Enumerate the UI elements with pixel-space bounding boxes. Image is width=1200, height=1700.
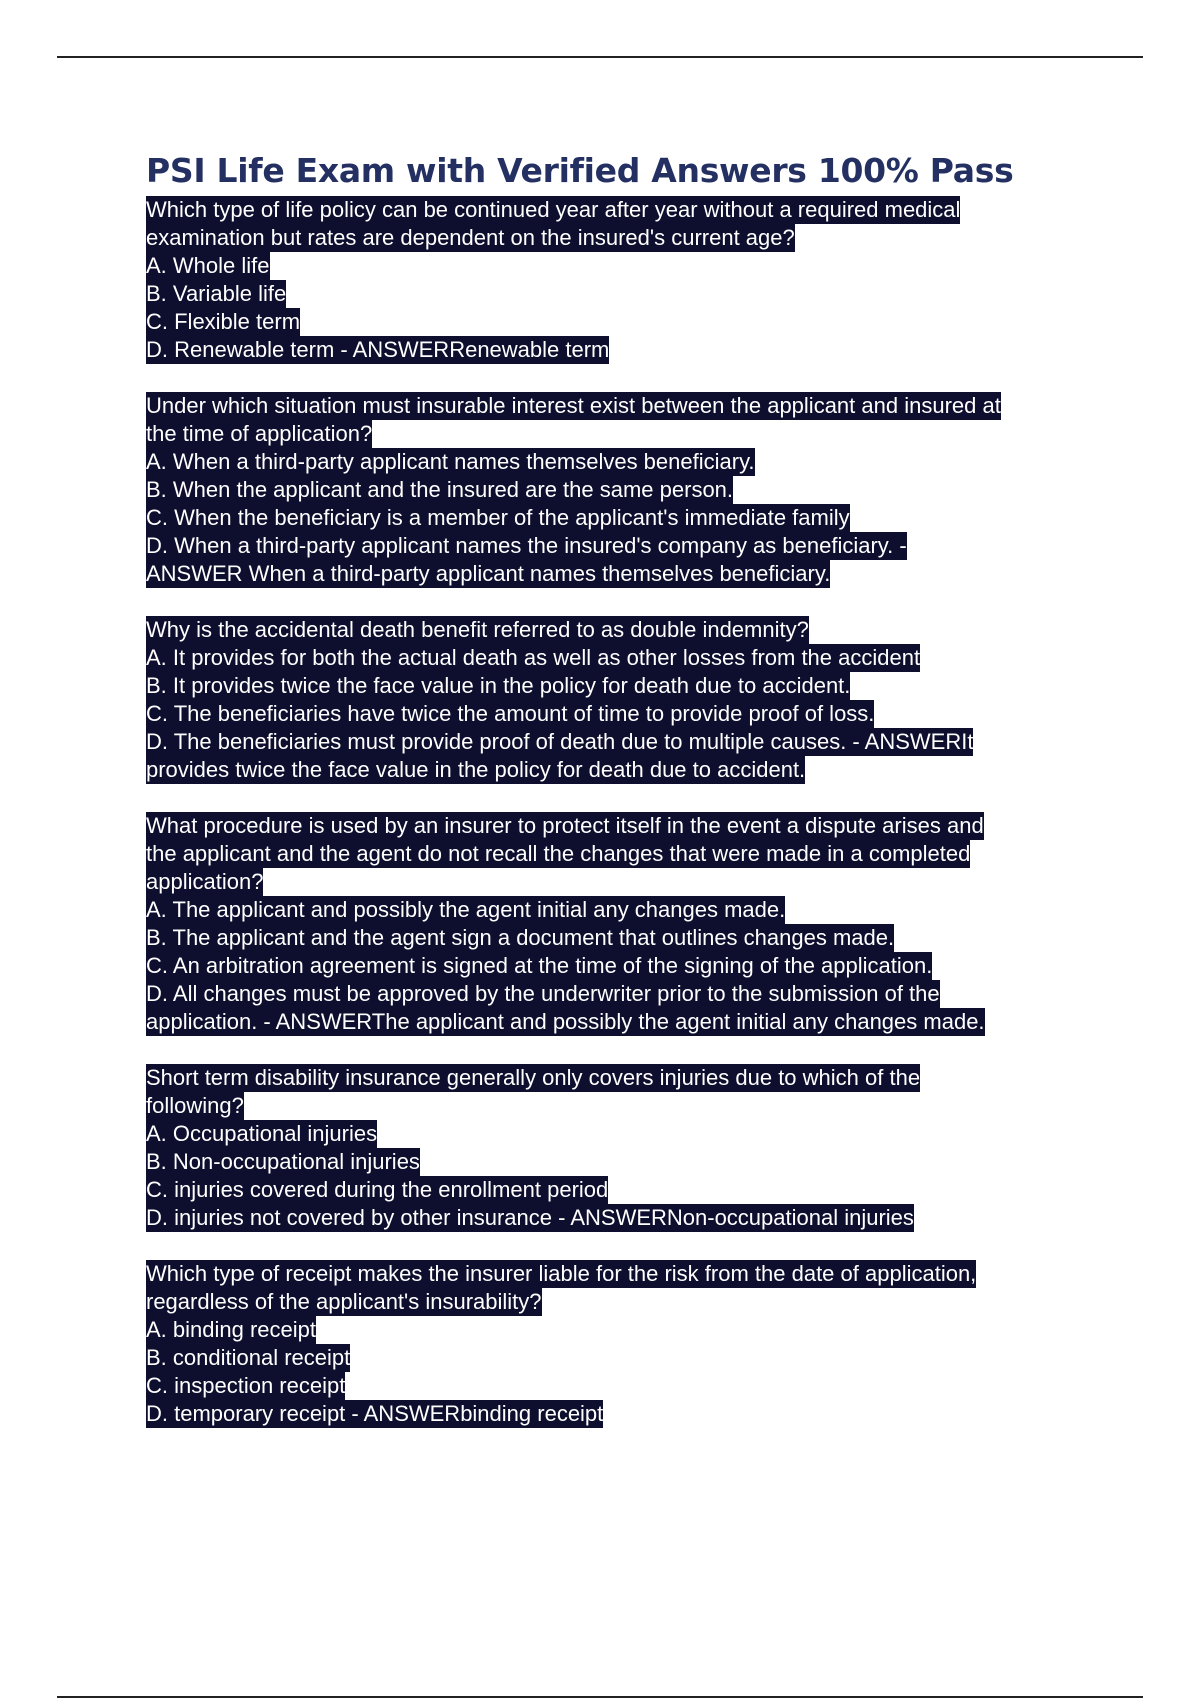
option-text: D. When a third-party applicant names the insured's company as beneficiary. - [146,533,907,558]
option-line[interactable] [146,1316,1146,1344]
answer-line[interactable] [146,336,1146,364]
option-text: C. The beneficiaries have twice the amount of time to provide proof of loss. [146,701,875,726]
question-line[interactable] [146,1288,1146,1316]
question-line[interactable] [146,868,1146,896]
question-line[interactable] [146,812,1146,840]
question-text: examination but rates are dependent on the insured's current age? [146,225,795,250]
option-line[interactable] [146,1176,1146,1204]
question-text: application? [146,869,264,894]
answer-text: ANSWER When a third-party applicant names themselves beneficiary. [146,561,831,586]
option-text: C. Flexible term [146,309,301,334]
question-block [146,196,1146,364]
option-text: B. Non-occupational injuries [146,1149,420,1174]
question-line[interactable] [146,616,1146,644]
option-text: B. The applicant and the agent sign a document that outlines changes made. [146,925,895,950]
option-line[interactable] [146,1344,1146,1372]
option-line[interactable] [146,672,1146,700]
option-text: B. It provides twice the face value in the policy for death due to accident. [146,673,851,698]
answer-line[interactable] [146,756,1146,784]
document-title: PSI Life Exam with Verified Answers 100% Pass [146,151,1014,190]
option-line[interactable] [146,476,1146,504]
question-block [146,812,1146,1036]
question-text: following? [146,1093,244,1118]
option-text: A. It provides for both the actual death as well as other losses from the accident [146,645,921,670]
question-line[interactable] [146,392,1146,420]
option-text: D. The beneficiaries must provide proof of death due to multiple causes. - ANSWERIt [146,729,974,754]
option-line[interactable] [146,448,1146,476]
option-line[interactable] [146,644,1146,672]
question-line[interactable] [146,840,1146,868]
option-line[interactable] [146,952,1146,980]
answer-line[interactable] [146,1008,1146,1036]
question-line[interactable] [146,224,1146,252]
question-text: the applicant and the agent do not recall the changes that were made in a completed [146,841,971,866]
footer-rule [57,1696,1143,1698]
option-line[interactable] [146,1148,1146,1176]
option-line[interactable] [146,504,1146,532]
option-text: D. All changes must be approved by the underwriter prior to the submission of the [146,981,940,1006]
question-block [146,1260,1146,1428]
option-line[interactable] [146,1120,1146,1148]
question-line[interactable] [146,196,1146,224]
answer-line[interactable] [146,1400,1146,1428]
question-block [146,392,1146,588]
option-text: A. Occupational injuries [146,1121,378,1146]
option-line[interactable] [146,532,1146,560]
option-line[interactable] [146,308,1146,336]
option-line[interactable] [146,728,1146,756]
question-line[interactable] [146,1260,1146,1288]
question-block [146,1064,1146,1232]
option-line[interactable] [146,252,1146,280]
option-text: C. When the beneficiary is a member of the applicant's immediate family [146,505,850,530]
option-text: B. Variable life [146,281,287,306]
answer-text: D. Renewable term - ANSWERRenewable term [146,337,610,362]
option-text: C. inspection receipt [146,1373,346,1398]
question-text: Which type of life policy can be continued year after year without a required medical [146,197,961,222]
answer-line[interactable] [146,560,1146,588]
question-line[interactable] [146,1092,1146,1120]
question-block [146,616,1146,784]
option-text: A. When a third-party applicant names themselves beneficiary. [146,449,755,474]
option-line[interactable] [146,280,1146,308]
answer-line[interactable] [146,1204,1146,1232]
question-text: Which type of receipt makes the insurer liable for the risk from the date of application, [146,1261,977,1286]
option-text: A. Whole life [146,253,270,278]
option-line[interactable] [146,1372,1146,1400]
answer-text: D. temporary receipt - ANSWERbinding receipt [146,1401,604,1426]
option-line[interactable] [146,980,1146,1008]
document-body [146,150,1146,1456]
answer-text: D. injuries not covered by other insurance - ANSWERNon-occupational injuries [146,1205,914,1230]
option-text: A. The applicant and possibly the agent initial any changes made. [146,897,786,922]
option-text: C. injuries covered during the enrollment period [146,1177,609,1202]
question-line[interactable] [146,1064,1146,1092]
answer-text: application. - ANSWERThe applicant and possibly the agent initial any changes made. [146,1009,985,1034]
option-line[interactable] [146,700,1146,728]
question-text: Short term disability insurance generally only covers injuries due to which of the [146,1065,921,1090]
answer-text: provides twice the face value in the policy for death due to accident. [146,757,806,782]
question-line[interactable] [146,420,1146,448]
question-text: Why is the accidental death benefit referred to as double indemnity? [146,617,809,642]
question-text: Under which situation must insurable interest exist between the applicant and insured at [146,393,1001,418]
option-text: A. binding receipt [146,1317,316,1342]
question-text: regardless of the applicant's insurability? [146,1289,542,1314]
option-line[interactable] [146,924,1146,952]
option-text: C. An arbitration agreement is signed at the time of the signing of the application. [146,953,933,978]
header-rule [57,56,1143,58]
question-text: the time of application? [146,421,373,446]
option-line[interactable] [146,896,1146,924]
option-text: B. When the applicant and the insured are the same person. [146,477,734,502]
question-text: What procedure is used by an insurer to protect itself in the event a dispute arises and [146,813,984,838]
option-text: B. conditional receipt [146,1345,351,1370]
